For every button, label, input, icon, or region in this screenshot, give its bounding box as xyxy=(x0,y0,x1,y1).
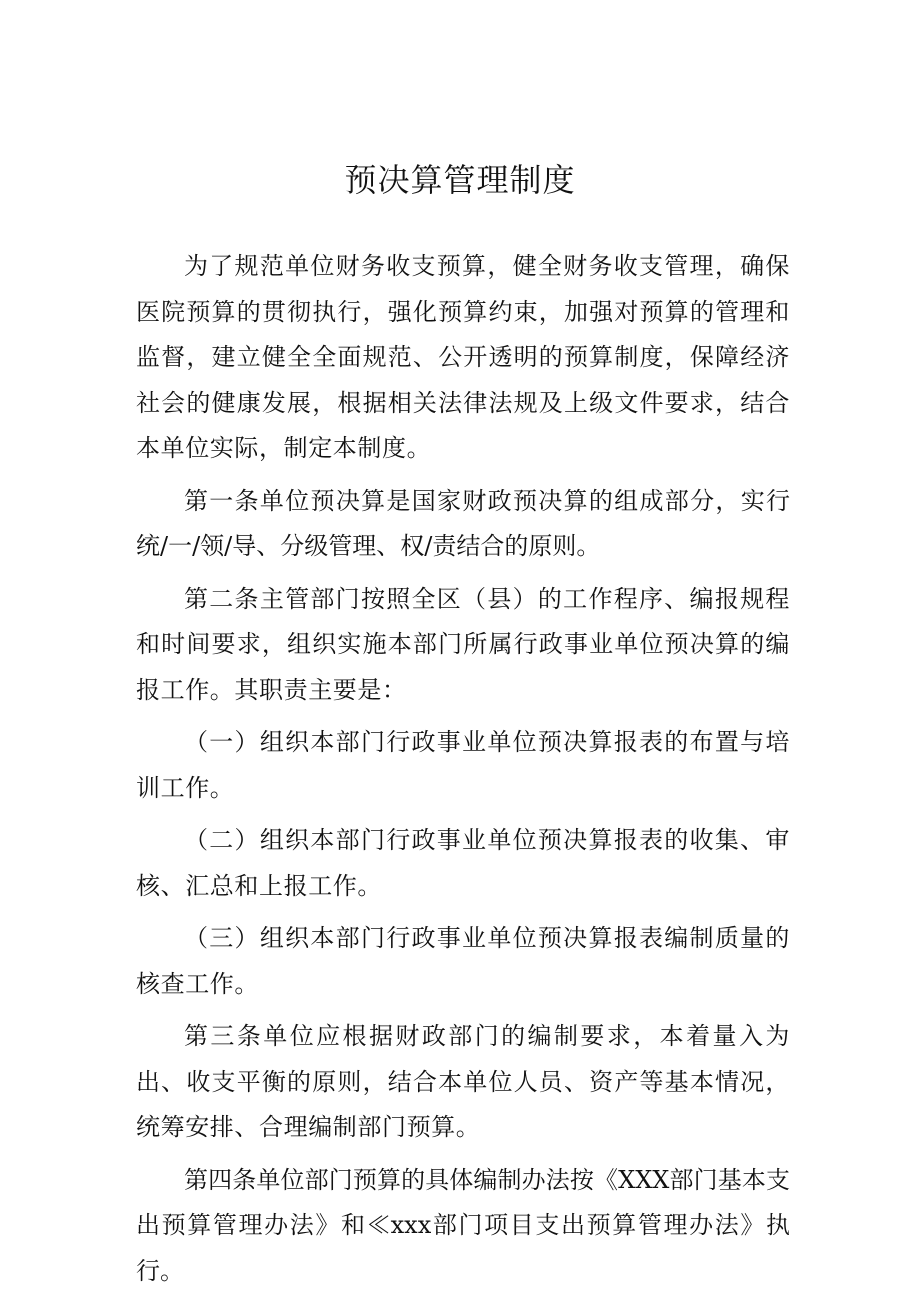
article-4-paragraph: 第四条单位部门预算的具体编制办法按《XXX部门基本支出预算管理办法》和≪xxx部门项目支出预算管理办法》执行。 xyxy=(136,1165,790,1285)
article-2-item-1: （一）组织本部门行政事业单位预决算报表的布置与培训工作。 xyxy=(136,728,790,802)
preamble-paragraph: 为了规范单位财务收支预算，健全财务收支管理，确保医院预算的贯彻执行，强化预算约束，加强对预算的管理和监督，建立健全全面规范、公开透明的预算制度，保障经济社会的健康发展，根据相关法律法规及上级文件要求，结合本单位实际，制定本制度。 xyxy=(136,252,790,462)
article-1-paragraph: 第一条单位预决算是国家财政预决算的组成部分，实行统/一/领/导、分级管理、权/责结合的原则。 xyxy=(136,486,790,560)
article-2-item-3: （三）组织本部门行政事业单位预决算报表编制质量的核查工作。 xyxy=(136,924,790,998)
article-3-paragraph: 第三条单位应根据财政部门的编制要求，本着量入为出、收支平衡的原则，结合本单位人员、资产等基本情况，统筹安排、合理编制部门预算。 xyxy=(136,1022,790,1141)
article-2-paragraph: 第二条主管部门按照全区（县）的工作程序、编报规程和时间要求，组织实施本部门所属行政事业单位预决算的编报工作。其职责主要是： xyxy=(136,584,790,704)
article-2-item-2: （二）组织本部门行政事业单位预决算报表的收集、审核、汇总和上报工作。 xyxy=(136,826,790,900)
document-title: 预决算管理制度 xyxy=(344,161,576,199)
document-body xyxy=(136,244,790,1301)
